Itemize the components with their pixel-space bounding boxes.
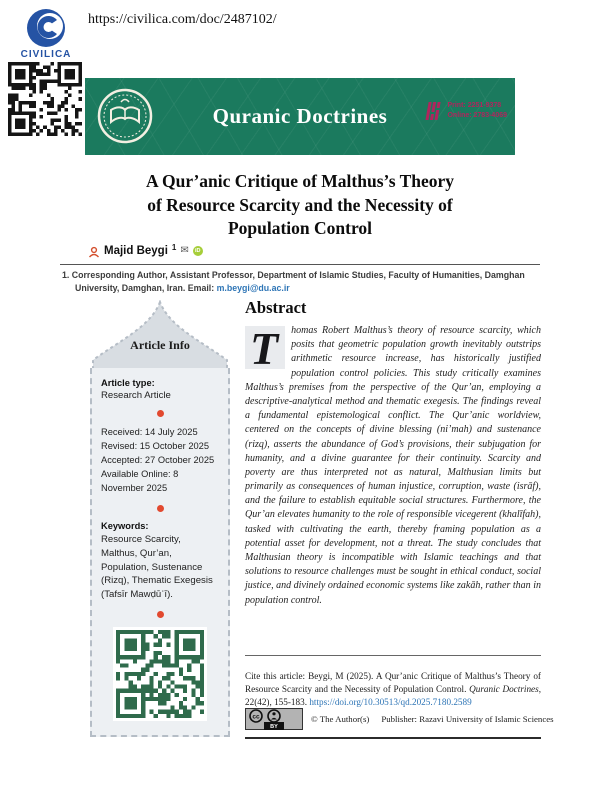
bottom-rule xyxy=(245,737,541,739)
section-dot-separator xyxy=(157,611,164,618)
journal-seal-icon xyxy=(97,88,153,144)
article-info-panel xyxy=(87,300,233,737)
journal-banner xyxy=(85,78,515,155)
article-type-label: Article type: xyxy=(101,378,155,388)
civilica-wordmark: CIVILICA xyxy=(20,49,72,60)
document-url-link[interactable]: https://civilica.com/doc/2487102/ xyxy=(88,12,277,27)
svg-text:cc: cc xyxy=(252,713,260,721)
citation-journal-name: Quranic Doctrines xyxy=(469,684,539,695)
author-row xyxy=(88,242,203,257)
citation-suffix: , 22(42), 155-183. xyxy=(245,684,541,708)
cc-by-license-icon xyxy=(245,708,303,730)
journal-name: Quranic Doctrines xyxy=(212,104,388,128)
article-info-body xyxy=(90,368,230,737)
orcid-icon: iD xyxy=(193,246,203,256)
arch-dome xyxy=(87,300,233,370)
article-title-line2: of Resource Scarcity and the Necessity of xyxy=(147,194,453,215)
article-info-heading: Article Info xyxy=(130,338,190,352)
abstract-paragraph: homas Robert Malthus’s theory of resource scarcity, which posits that geometric population growth inevitably outstrips arithmetic resource increase, has historically justified population control policies. This study critically examines Malthus’s premises from the perspective of the Qur’an, employing a descriptive-analytical method and thematic exegesis. The findings reveal a fundamental epistemological conflict. The Qur’anic worldview, centered on the concepts of divine blessing (ni’mah) and sustenance (rizq), asserts the abundance of God’s provisions, their subjugation for humanity, and a divine guarantee for their continuity. Scarcity and poverty are thus interpreted not as natural, Malthusian limits but primarily as consequences of human injustice, corruption, waste (isrāf), and the failure to establish equitable social structures. Furthermore, the Qur’an elevates humanity to the role of responsible vicegerent (khalīfah), tasked with cultivating the earth, thereby framing population as a potential asset for development, not a threat. The study concludes that Malthusian theory is incompatible with Islamic teachings and that solutions to resource challenges must be sought in ethical conduct, social justice, and divinely ordained economic systems like zakāh, rather than in population control. xyxy=(245,325,541,606)
abstract-dropcap: T xyxy=(245,326,285,369)
corresponding-author-mail-icon: ✉ xyxy=(180,245,189,256)
date-revised: Revised: 15 October 2025 xyxy=(101,440,210,451)
copyright-text: © The Author(s) xyxy=(311,714,370,724)
author-person-icon xyxy=(88,245,100,257)
keywords-text: Resource Scarcity, Malthus, Qur’an, Population, Sustenance (Rizq), Thematic Exegesis (Tafsīr Mawḍūʿī). xyxy=(101,533,213,601)
abstract-heading: Abstract xyxy=(245,298,307,317)
article-type-value: Research Article xyxy=(101,390,171,401)
license-text xyxy=(311,714,554,724)
author-email-link[interactable]: m.beygi@du.ac.ir xyxy=(216,283,290,294)
civilica-brand xyxy=(14,8,78,60)
license-row xyxy=(245,708,554,730)
issn-logo-icon xyxy=(425,100,443,122)
article-qr-code xyxy=(113,627,207,721)
affiliation-body: 1. Corresponding Author, Assistant Professor, Department of Islamic Studies, Faculty of Humanities, Damghan University, Damghan, Iran. Email: xyxy=(62,270,525,294)
date-available-online: Available Online: 8 November 2025 xyxy=(101,468,179,493)
date-accepted: Accepted: 27 October 2025 xyxy=(101,454,215,465)
author-name: Majid Beygi xyxy=(104,245,168,257)
svg-text:BY: BY xyxy=(270,724,278,730)
section-dot-separator xyxy=(157,505,164,512)
affiliation-divider xyxy=(60,264,540,265)
section-dot-separator xyxy=(157,410,164,417)
article-title-line3: Population Control xyxy=(227,218,373,239)
author-affiliation-superscript: 1 xyxy=(171,242,177,252)
issn-print: Print: 2251-9378 xyxy=(447,101,502,109)
date-received: Received: 14 July 2025 xyxy=(101,427,198,437)
abstract-text xyxy=(245,324,541,608)
doi-link[interactable]: https://doi.org/10.30513/qd.2025.7180.2589 xyxy=(309,697,472,708)
issn-online: Online: 2783-4069 xyxy=(447,112,507,119)
citation-prefix: Cite this article: Beygi, M (2025). A Qur’anic Critique of Malthus’s Theory of Resource Scarcity and the Necessity of Population Control. xyxy=(245,671,541,695)
citation-divider xyxy=(245,655,541,656)
article-title xyxy=(60,170,540,241)
article-dates xyxy=(101,426,219,496)
affiliation-text xyxy=(62,269,553,295)
keywords-label: Keywords: xyxy=(101,520,149,531)
civilica-logo-icon xyxy=(26,8,66,48)
issn-box xyxy=(425,100,507,122)
article-title-line1: A Qur’anic Critique of Malthus’s Theory xyxy=(145,171,455,191)
citation-text xyxy=(245,670,541,709)
document-qr-code xyxy=(8,62,82,136)
publisher-text: Publisher: Razavi University of Islamic Sciences xyxy=(381,714,554,724)
